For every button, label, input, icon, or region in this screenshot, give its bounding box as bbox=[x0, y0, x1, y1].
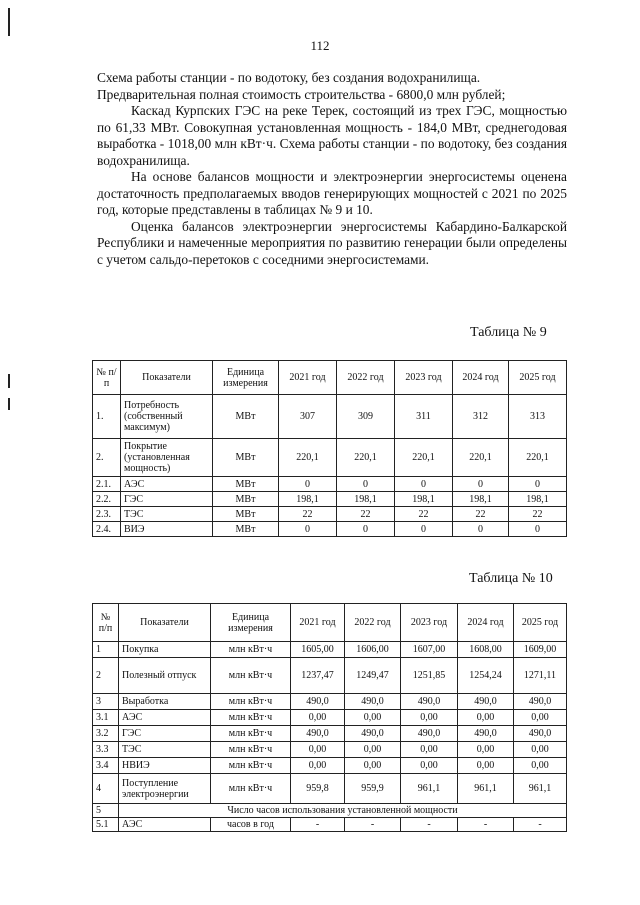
table-cell: 311 bbox=[395, 395, 453, 439]
table-cell: млн кВт·ч bbox=[211, 642, 291, 658]
table-row bbox=[93, 642, 567, 658]
table-row bbox=[93, 758, 567, 774]
table-cell: 0,00 bbox=[514, 742, 567, 758]
table-header-row bbox=[93, 361, 567, 395]
table-cell: 490,0 bbox=[458, 726, 514, 742]
table-cell: 220,1 bbox=[509, 439, 567, 477]
table-cell: 198,1 bbox=[279, 492, 337, 507]
table-cell: МВт bbox=[213, 439, 279, 477]
table-cell: млн кВт·ч bbox=[211, 658, 291, 694]
paragraph: На основе балансов мощности и электроэнергии энергосистемы оценена достаточность предполагаемых вводов генерирующих мощностей с 2021 по 2025 год, которые представлены в таблицах № 9 и 10. bbox=[97, 169, 567, 217]
scan-mark-left bbox=[8, 8, 10, 36]
table-cell: - bbox=[345, 818, 401, 832]
table-cell: 0,00 bbox=[291, 742, 345, 758]
table-cell: 0 bbox=[337, 522, 395, 537]
table-cell: 1271,11 bbox=[514, 658, 567, 694]
column-header: Показатели bbox=[121, 361, 213, 395]
table-row bbox=[93, 726, 567, 742]
table-cell: 5 bbox=[93, 804, 119, 818]
table-row bbox=[93, 522, 567, 537]
table-cell: МВт bbox=[213, 492, 279, 507]
table-cell: 0,00 bbox=[401, 742, 458, 758]
table-cell: 490,0 bbox=[291, 694, 345, 710]
table-cell: 1608,00 bbox=[458, 642, 514, 658]
table-cell: 1606,00 bbox=[345, 642, 401, 658]
table-cell: 1251,85 bbox=[401, 658, 458, 694]
column-header: 2022 год bbox=[337, 361, 395, 395]
table-cell: 3.1 bbox=[93, 710, 119, 726]
table-cell: 0 bbox=[279, 477, 337, 492]
table-row bbox=[93, 742, 567, 758]
table-cell: АЭС bbox=[121, 477, 213, 492]
table-cell: 22 bbox=[279, 507, 337, 522]
table-cell: ТЭС bbox=[119, 742, 211, 758]
table-cell: 3 bbox=[93, 694, 119, 710]
table-cell: Выработка bbox=[119, 694, 211, 710]
table-cell: 0,00 bbox=[291, 758, 345, 774]
column-header: 2022 год bbox=[345, 604, 401, 642]
table9 bbox=[92, 360, 567, 537]
table-cell: МВт bbox=[213, 507, 279, 522]
column-header: Единица измерения bbox=[211, 604, 291, 642]
table-cell: 0,00 bbox=[514, 758, 567, 774]
table-cell: 0,00 bbox=[458, 742, 514, 758]
table-cell: 2. bbox=[93, 439, 121, 477]
table-cell: 220,1 bbox=[279, 439, 337, 477]
table-cell: 961,1 bbox=[401, 774, 458, 804]
table-cell: МВт bbox=[213, 395, 279, 439]
table-cell: АЭС bbox=[119, 710, 211, 726]
table-cell: 1607,00 bbox=[401, 642, 458, 658]
paragraph: Схема работы станции - по водотоку, без создания водохранилища. bbox=[97, 70, 481, 85]
column-header: 2025 год bbox=[514, 604, 567, 642]
table-cell: 0,00 bbox=[514, 710, 567, 726]
table-cell: ГЭС bbox=[121, 492, 213, 507]
table-cell: 1237,47 bbox=[291, 658, 345, 694]
table-cell: 0 bbox=[509, 477, 567, 492]
table-cell: 0 bbox=[279, 522, 337, 537]
table-cell: 0,00 bbox=[291, 710, 345, 726]
table-cell: 3.4 bbox=[93, 758, 119, 774]
table-cell: ТЭС bbox=[121, 507, 213, 522]
table-cell: Потребность (собственный максимум) bbox=[121, 395, 213, 439]
table-header-row bbox=[93, 604, 567, 642]
table-cell: 220,1 bbox=[337, 439, 395, 477]
column-header: 2024 год bbox=[458, 604, 514, 642]
table-cell: 961,1 bbox=[514, 774, 567, 804]
table-row bbox=[93, 774, 567, 804]
table-row bbox=[93, 395, 567, 439]
table-cell: ВИЭ bbox=[121, 522, 213, 537]
table-cell: ГЭС bbox=[119, 726, 211, 742]
table-cell: 0 bbox=[395, 477, 453, 492]
body-text bbox=[97, 70, 567, 268]
scan-mark-left bbox=[8, 398, 10, 410]
table-cell: Покупка bbox=[119, 642, 211, 658]
table-cell: 2.4. bbox=[93, 522, 121, 537]
table-cell: 0,00 bbox=[401, 710, 458, 726]
table-cell: Число часов использования установленной мощности bbox=[119, 804, 567, 818]
table-cell: 961,1 bbox=[458, 774, 514, 804]
column-header: 2023 год bbox=[401, 604, 458, 642]
paragraph: Оценка балансов электроэнергии энергосистемы Кабардино-Балкарской Республики и намеченные мероприятия по развитию генерации были определены с учетом сальдо-перетоков с соседними энергосистемами. bbox=[97, 218, 567, 267]
table-cell: 959,8 bbox=[291, 774, 345, 804]
table-cell: 0 bbox=[453, 477, 509, 492]
table-cell: млн кВт·ч bbox=[211, 710, 291, 726]
table-cell: 0 bbox=[453, 522, 509, 537]
table9-caption: Таблица № 9 bbox=[470, 325, 547, 340]
table-cell: 22 bbox=[509, 507, 567, 522]
table-row bbox=[93, 507, 567, 522]
table-cell: 1 bbox=[93, 642, 119, 658]
column-header: 2021 год bbox=[279, 361, 337, 395]
table-row bbox=[93, 492, 567, 507]
paragraph: Предварительная полная стоимость строительства - 6800,0 млн рублей; bbox=[97, 86, 506, 102]
table-cell: 1609,00 bbox=[514, 642, 567, 658]
table-cell: 2.2. bbox=[93, 492, 121, 507]
table-cell: 312 bbox=[453, 395, 509, 439]
table-cell: 22 bbox=[453, 507, 509, 522]
table-cell: 22 bbox=[337, 507, 395, 522]
table-cell: 490,0 bbox=[401, 694, 458, 710]
column-header: Единица измерения bbox=[213, 361, 279, 395]
table-cell: 490,0 bbox=[291, 726, 345, 742]
table-cell: Полезный отпуск bbox=[119, 658, 211, 694]
table-row bbox=[93, 477, 567, 492]
table-cell: 490,0 bbox=[458, 694, 514, 710]
table-row bbox=[93, 710, 567, 726]
table-cell: 0 bbox=[395, 522, 453, 537]
table-cell: 313 bbox=[509, 395, 567, 439]
table-cell: 1254,24 bbox=[458, 658, 514, 694]
table-cell: млн кВт·ч bbox=[211, 726, 291, 742]
table-cell: 2.1. bbox=[93, 477, 121, 492]
table-cell: 0,00 bbox=[401, 758, 458, 774]
table-row bbox=[93, 658, 567, 694]
table-cell: 490,0 bbox=[401, 726, 458, 742]
table-cell: 0 bbox=[509, 522, 567, 537]
table-cell: 2.3. bbox=[93, 507, 121, 522]
column-header: Показатели bbox=[119, 604, 211, 642]
paragraph: Каскад Курпских ГЭС на реке Терек, состоящий из трех ГЭС, мощностью по 61,33 МВт. Совокупная установленная мощность - 184,0 МВт, среднегодовая выработка - 1018,00 млн кВт·ч. Схема работы станции - по водотоку, без создания водохранилища. bbox=[97, 103, 567, 168]
table-cell: 1605,00 bbox=[291, 642, 345, 658]
table-cell: млн кВт·ч bbox=[211, 758, 291, 774]
table10 bbox=[92, 603, 567, 832]
table-cell: 220,1 bbox=[453, 439, 509, 477]
table-cell: - bbox=[401, 818, 458, 832]
table-cell: 0,00 bbox=[458, 710, 514, 726]
scan-mark-left bbox=[8, 374, 10, 388]
page-number: 112 bbox=[310, 38, 330, 53]
table-cell: 198,1 bbox=[337, 492, 395, 507]
table-cell: 959,9 bbox=[345, 774, 401, 804]
table-cell: 0,00 bbox=[345, 710, 401, 726]
table-row bbox=[93, 818, 567, 832]
table-cell: млн кВт·ч bbox=[211, 742, 291, 758]
table-cell: 5.1 bbox=[93, 818, 119, 832]
table-cell: 198,1 bbox=[509, 492, 567, 507]
table-cell: 490,0 bbox=[345, 694, 401, 710]
table-cell: 22 bbox=[395, 507, 453, 522]
table-cell: 490,0 bbox=[514, 694, 567, 710]
column-header: 2025 год bbox=[509, 361, 567, 395]
table-cell: 0 bbox=[337, 477, 395, 492]
table-cell: 0,00 bbox=[458, 758, 514, 774]
table-cell: 198,1 bbox=[453, 492, 509, 507]
column-header: № п/п bbox=[93, 604, 119, 642]
table-row bbox=[93, 804, 567, 818]
table-row bbox=[93, 694, 567, 710]
table-cell: 490,0 bbox=[345, 726, 401, 742]
table-cell: Поступление электроэнергии bbox=[119, 774, 211, 804]
table-cell: НВИЭ bbox=[119, 758, 211, 774]
table-cell: 2 bbox=[93, 658, 119, 694]
table-cell: 307 bbox=[279, 395, 337, 439]
table-cell: Покрытие (установленная мощность) bbox=[121, 439, 213, 477]
table-cell: МВт bbox=[213, 477, 279, 492]
table-cell: МВт bbox=[213, 522, 279, 537]
table-cell: 1. bbox=[93, 395, 121, 439]
table10-caption: Таблица № 10 bbox=[469, 571, 553, 586]
table-cell: 198,1 bbox=[395, 492, 453, 507]
table-cell: 220,1 bbox=[395, 439, 453, 477]
column-header: 2024 год bbox=[453, 361, 509, 395]
column-header: 2021 год bbox=[291, 604, 345, 642]
table-cell: 0,00 bbox=[345, 742, 401, 758]
table-cell: 309 bbox=[337, 395, 395, 439]
table-cell: АЭС bbox=[119, 818, 211, 832]
table-cell: часов в год bbox=[211, 818, 291, 832]
table-row bbox=[93, 439, 567, 477]
table-cell: 3.2 bbox=[93, 726, 119, 742]
column-header: № п/п bbox=[93, 361, 121, 395]
table-cell: - bbox=[458, 818, 514, 832]
table-cell: млн кВт·ч bbox=[211, 774, 291, 804]
table-cell: 490,0 bbox=[514, 726, 567, 742]
table-cell: 0,00 bbox=[345, 758, 401, 774]
column-header: 2023 год bbox=[395, 361, 453, 395]
table-cell: 1249,47 bbox=[345, 658, 401, 694]
table-cell: - bbox=[514, 818, 567, 832]
table-cell: млн кВт·ч bbox=[211, 694, 291, 710]
table-cell: 3.3 bbox=[93, 742, 119, 758]
table-cell: - bbox=[291, 818, 345, 832]
table-cell: 4 bbox=[93, 774, 119, 804]
